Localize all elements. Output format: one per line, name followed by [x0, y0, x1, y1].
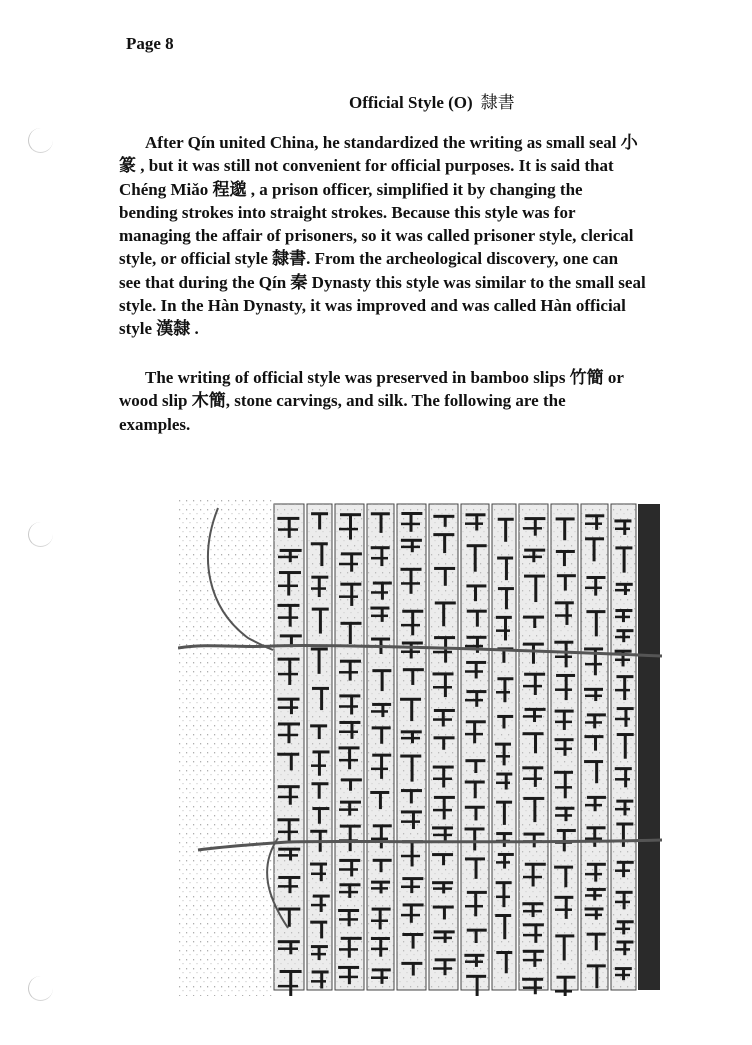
text-line: The writing of official style was preserved in bamboo slips 竹簡 or	[145, 368, 624, 387]
binder-hole-middle	[28, 522, 53, 547]
text-line: managing the affair of prisoners, so it was called prisoner style, clerical	[119, 226, 634, 246]
binder-hole-top	[28, 128, 53, 153]
section-title-chinese: 隸書	[480, 93, 515, 113]
binder-hole-bottom	[28, 976, 53, 1001]
paragraph-history	[119, 131, 719, 341]
bamboo-slips	[178, 498, 660, 996]
bamboo-slips-photo	[178, 498, 662, 996]
text-line: 篆 , but it was still not convenient for official purposes. It is said that	[119, 156, 614, 176]
text-line: bending strokes into straight strokes. Because this style was for	[119, 202, 576, 222]
text-line: wood slip 木簡, stone carvings, and silk. The following are the	[119, 391, 566, 411]
section-title-text: Official Style (O)	[349, 93, 473, 112]
text-line: style. In the Hàn Dynasty, it was improved and was called Hàn official	[119, 296, 626, 316]
paragraph-preservation	[119, 366, 719, 436]
page-number: Page 8	[126, 34, 174, 53]
text-line: After Qín united China, he standardized the writing as small seal 小	[145, 133, 638, 152]
text-line: examples.	[119, 414, 191, 434]
section-title	[349, 88, 515, 113]
text-line: see that during the Qín 秦 Dynasty this style was similar to the small seal	[119, 272, 646, 292]
text-line: style, or official style 隸書. From the archeological discovery, one can	[119, 249, 619, 269]
text-line: Chéng Miǎo 程邈 , a prison officer, simplified it by changing the	[119, 179, 583, 199]
text-line: style 漢隸 .	[119, 319, 199, 339]
